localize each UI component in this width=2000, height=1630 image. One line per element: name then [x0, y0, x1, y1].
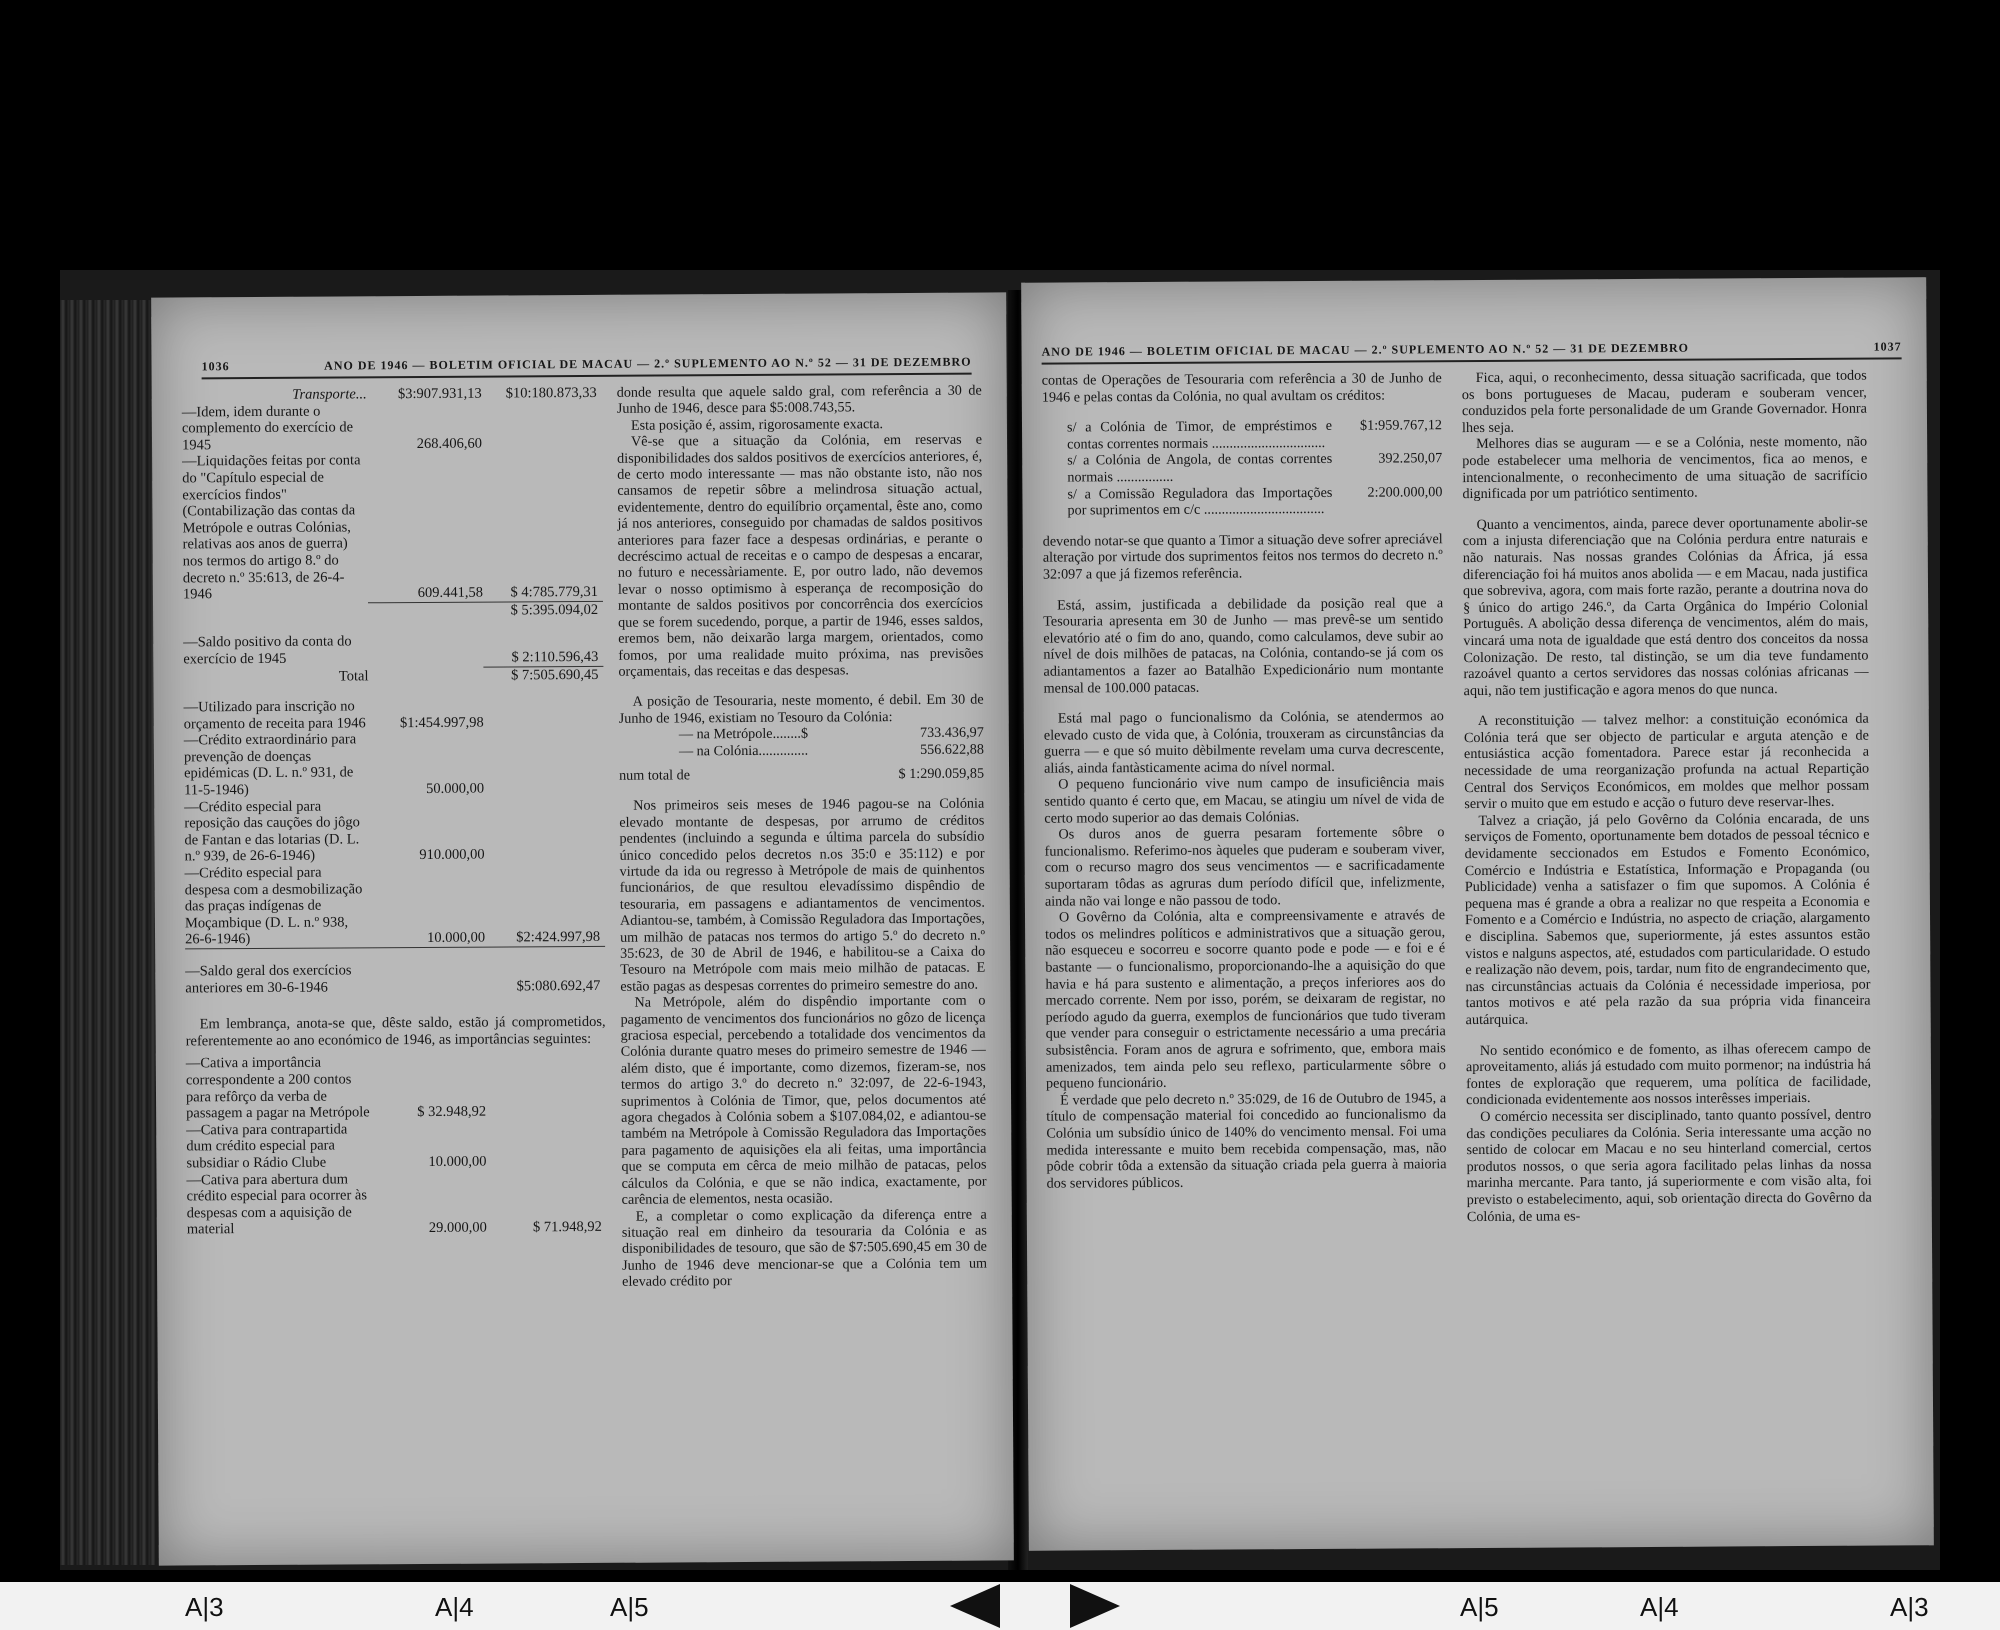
- paragraph: Melhores dias se auguram — e se a Colónia, neste momento, não pode estabelecer uma melhoria de vencimentos, fica ao menos, e intencionalmente, o reconhecimento de uma situação de sacrifício dignificada por um patriótico sentimento.: [1462, 433, 1868, 503]
- left-ledger-column: [182, 385, 607, 1238]
- paragraph: Está, assim, justificada a debilidade da posição real que a Tesouraria apresenta em 30 de Junho — mas prevê-se um sentido elevatório até o fim do ano, quando, como calculamos, deve subir ao nível de dois milhões de patacas, na Colónia, contando-se já com os adiantamentos a fazer ao Batalhão Expedicionário num montante mensal de 100.000 patacas.: [1043, 594, 1444, 697]
- right-column-1: [1042, 370, 1447, 1192]
- paragraph: A posição de Tesouraria, neste momento, é debil. Em 30 de Junho de 1946, existiam no Tesouro da Colónia:: [618, 691, 984, 727]
- ledger-row: Transporte... $3:907.931,13 $10:180.873,33: [292, 384, 597, 403]
- right-arrow-icon: [1070, 1584, 1120, 1628]
- ledger-row: —Idem, idem durante o complemento do exercício de 1945 268.406,60: [181, 403, 483, 454]
- treasury-total-row: num total de $ 1:290.059,85: [619, 765, 985, 784]
- left-page: [151, 292, 1014, 1565]
- film-mark: A|5: [610, 1592, 649, 1622]
- ledger-row: —Crédito especial para despesa com a desmobilização das praças indígenas de Moçambique (D. L. n.º 938, 26-6-1946) 10.000,00 $2:424.997,98: [184, 864, 601, 948]
- paragraph: Quanto a vencimentos, ainda, parece dever oportunamente abolir-se com a injusta diferenciação que na Colónia perdura entre naturais e não naturais. Nas nossas grandes Colónias da África, já essa diferenciação foi há muitos anos abolida — e em Macau, nada justifica que sobreviva, agora, com mais forte razão, perante a doutrina nova do § único do artigo 246.º, da Carta Orgânica do Império Colonial Português. A abolição dessa diferença de vencimentos, além do mais, vincará uma nota de igualdade que está dentro dos conceitos da nossa Colonização. De resto, tal distinção, se um dia teve fundamento razoável quanto a certos servidores das nossas colónias africanas — aqui, não tem justificação e agora menos do que nunca.: [1462, 514, 1869, 699]
- film-mark: A|4: [435, 1592, 474, 1622]
- ledger-row: —Cativa para abertura dum crédito especial para ocorrer às despesas com a aquisição de material 29.000,00 $ 71.948,92: [186, 1170, 602, 1238]
- right-head-title: ANO DE 1946 — BOLETIM OFICIAL DE MACAU — 2.º SUPLEMENTO AO N.º 52 — 31 DE DEZEMBRO: [1041, 340, 1690, 359]
- right-column-2: [1462, 368, 1872, 1226]
- film-mark: A|5: [1460, 1592, 1499, 1622]
- ledger-row: —Utilizado para inscrição no orçamento de receita para 1946 $1:454.997,98: [183, 698, 484, 733]
- paragraph: donde resulta que aquele saldo gral, com referência a 30 de Junho de 1946, desce para $5:008.743,55.: [616, 382, 982, 418]
- credit-row: s/ a Comissão Reguladora das Importações por suprimentos em c/c .................................. 2:200.000,00: [1067, 483, 1443, 519]
- left-prose-column: [617, 383, 988, 1291]
- paragraph: Vê-se que a situação da Colónia, em reservas e disponibilidades dos saldos positivos de exercícios anteriores, é, de certo modo interessante — mas não obstante isto, não nos cansamos de repetir sôbre a melindrosa situação actual, evidentemente, dentro do equilíbrio orçamental, êste ano, como já nos anteriores, conseguido por chamadas de saldos positivos anteriores para fazer face a despesas ordinárias, e perante o decréscimo actual de receitas e o campo de despesas a encarar, no futuro e necessàriamente. E, por outro lado, não devemos levar o nosso optimismo à esperança de recomposição do montante de saldos positivos por concorrência dos exercícios que se forem sucedendo, porque, a partir de 1946, esses saldos, eremos bem, não deixarão larga margem, orientados, como fomos, por uma realidade muito próxima, nas previsões orçamentais, das receitas e das despesas.: [617, 431, 984, 680]
- ledger-row: $ 5:395.094,02: [510, 601, 599, 619]
- paragraph: Talvez a criação, já pelo Govêrno da Colónia encarada, de uns serviços de Fomento, oportunamente bem dotados de pessoal técnico e devidamente seccionados em Estudos e Fomento Económico, Comércio e Indústria e Estatística, Informação e Propaganda (ou Publicidade) venha a satisfazer o fim que supomos. A Colónia é pequena mas é grande a obra a realizar no que respeita a Economia e Fomento e a Comércio e Indústria, no aspecto de criação, alargamento e disciplina. Sabemos que, superiormente, já estes assuntos estão vistos e nalguns aspectos, até, estudados com particularidade. O estudo e realização não devem, pois, tardar, num fito de engrandecimento que, nas circunstâncias actuais da Colónia é necessidade imperiosa, por tantos motivos e até pela razão da sua própria vida financeira autárquica.: [1464, 810, 1871, 1029]
- film-mark: A|3: [1890, 1592, 1929, 1622]
- treasury-row: — na Metrópole........$ 733.436,97: [678, 724, 984, 743]
- paragraph: No sentido económico e de fomento, as ilhas oferecem campo de aproveitamento, aliás já estudado com muito pormenor; na indústria há fontes de exploração que requerem, uma política de facilidade, condicionada evidentemente aos nossos interêsses imperiais.: [1465, 1040, 1872, 1109]
- paragraph: Nos primeiros seis meses de 1946 pagou-se na Colónia elevado montante de despesas, por arrumo de créditos pendentes (incluindo a segunda e última parcela do subsídio único concedido pelos decretos n.os 35:0 e 35:112) e por virtude da ida ou regresso à Metrópole de mais de quinhentos funcionários, de que resultou elevadíssimo dispêndio de tesouraria, em passagens e adiantamentos de vencimentos. Adiantou-se, também, à Comissão Reguladora das Importações, um milhão de patacas nos termos do artigo 5.º do decreto n.º 35:623, de 30 de Abril de 1946, e habilitou-se a Caixa do Tesouro na Metrópole com mais meio milhão de patacas. E estão pagas as despesas correntes do primeiro semestre do ano.: [619, 795, 986, 995]
- paragraph: É verdade que pelo decreto n.º 35:029, de 16 de Outubro de 1945, a título de compensação material foi concedido ao funcionalismo da Colónia um subsídio único de 140% do vencimento mensal. Foi uma medida interessante e muito bem recebida compensação, mas, não pôde cobrir tôda a extensão da situação criada pela guerra à maioria dos servidores públicos.: [1046, 1089, 1447, 1192]
- ledger-row: —Crédito extraordinário para prevenção de doenças epidémicas (D. L. n.º 931, de 11-5-1946) 50.000,00: [183, 731, 485, 799]
- paragraph: contas de Operações de Tesouraria com referência a 30 de Junho de 1946 e pelas contas da Colónia, no qual avultam os créditos:: [1041, 370, 1442, 406]
- paragraph: Os duros anos de guerra pesaram fortemente sôbre o funcionalismo. Referimo-nos àqueles que puderam e souberam viver, com o recurso magro dos seus vencimentos — e sacrificadamente suportaram tôdas as agruras dum período difícil que, infelizmente, ainda não vai longe e não passou de todo.: [1044, 824, 1445, 910]
- left-head-title: ANO DE 1946 — BOLETIM OFICIAL DE MACAU — 2.º SUPLEMENTO AO N.º 52 — 31 DE DEZEMBRO: [324, 354, 972, 373]
- film-mark: A|4: [1640, 1592, 1679, 1622]
- paragraph: O pequeno funcionário vive num campo de insuficiência mais sentido quanto é certo que, em Macau, se atingiu um nível de vida de certo modo superior ao das demais Colónias.: [1044, 774, 1445, 827]
- film-mark: A|3: [185, 1592, 224, 1622]
- left-running-head: [202, 355, 972, 380]
- paragraph: A reconstituição — talvez melhor: a constituição económica da Colónia terá que ser objecto de particular e arguta atenção e de entusiástica acção fomentadora. Parece estar já reconhecida a necessidade de uma reorganização profunda na actual Repartição Central dos Serviços Económicos, em moldes que melhor possam servir o muito que em estudo e acção o futuro deve reservar-lhes.: [1463, 710, 1870, 813]
- credit-row: s/ a Colónia de Angola, de contas correntes normais ................ 392.250,07: [1067, 450, 1443, 486]
- paragraph: Fica, aqui, o reconhecimento, dessa situação sacrificada, que todos os bons portugueses de Macau, puderam e souberam vencer, conduzidos pela forte personalidade de um Grande Governador. Honra lhes seja.: [1461, 367, 1867, 436]
- ledger-row: —Liquidações feitas por conta do "Capítulo especial de exercícios findos" (Contabilização das contas da Metrópole e outras Colónias, relativas aos anos de guerra) nos termos do artigo 8.º do decreto n.º 35:613, de 26-4-1946 609.441,58 $ 4:785.779,31: [182, 452, 598, 603]
- paragraph: Esta posição é, assim, rigorosamente exacta.: [630, 415, 884, 434]
- film-strip: [0, 1582, 2000, 1630]
- ledger-row: —Saldo geral dos exercícios anteriores em 30-6-1946 $5:080.692,47: [185, 962, 601, 997]
- paragraph: O comércio necessita ser disciplinado, tanto quanto possível, dentro das condições peculiares da Colónia. Seria interessante uma acção no sentido de colocar em Macau e no seu hinterland comercial, certos produtos nossos, o que seria agora facilitado pelas linhas da nossa marinha mercante. Para tanto, já superiormente e com visão alta, foi previsto o estabelecimento, aqui, sob orientação directa do Govêrno da Colónia, de uma es-: [1466, 1106, 1872, 1225]
- ledger-row: —Saldo positivo da conta do exercício de 1945 $ 2:110.596,43: [183, 633, 599, 668]
- right-running-head: [1042, 339, 1902, 364]
- left-page-number: 1036: [201, 359, 230, 374]
- ledger-row: —Cativa a importância correspondente a 200 contos para refôrço da verba de passagem a pagar na Metrópole $ 32.948,92: [185, 1054, 487, 1122]
- paragraph: devendo notar-se que quanto a Timor a situação deve sofrer apreciável alteração por virtude dos suprimentos feitos nos termos do decreto n.º 32:097 a que já fizemos referência.: [1042, 530, 1443, 583]
- ledger-row: —Cativa para contrapartida dum crédito especial para subsidiar o Rádio Clube 10.000,00: [186, 1121, 487, 1172]
- paragraph: O Govêrno da Colónia, alta e compreensivamente e através de todos os melindres políticos e administrativos que a situação gerou, não esqueceu e socorreu e socorre quanto pode e pode — e foi e é bastante — o funcionalismo, proporcionando-lhe a aquisição do que havia e há para sustento e alimentação, a preços inferiores aos do mercado corrente. Nem por isso, porém, se deixaram de registar, no período agudo da guerra, exemplos de funcionários que tudo tiveram que vender para conseguir o estrictamente necessário a uma precária subsistência. Foram anos de agrura e sofrimento, que, embora mais amenizados, tem ainda pelo seu reflexo, particularmente sôbre o pequeno funcionário.: [1045, 907, 1446, 1092]
- right-page: [1021, 277, 1934, 1551]
- lembranca-paragraph: Em lembrança, anota-se que, dêste saldo, estão já comprometidos, referentemente ao ano económico de 1946, as importâncias seguintes:: [185, 1014, 606, 1050]
- paragraph: Na Metrópole, além do dispêndio importante com o pagamento de vencimentos dos funcionários no gôzo de licença graciosa especial, percebendo a totalidade dos vencimentos da Colónia durante quatro meses do primeiro semestre de 1946 — além disto, que é importante, como dizemos, fizeram-se, nos termos do artigo 3.º do decreto n.º 32:097, de 22-6-1943, suprimentos à Colónia de Timor, que, pelos documentos até agora chegados à Colónia sobem a $107.084,02, e adiantou-se também na Metrópole à Comissão Reguladora das Importações para pagamento de aquisições ela ali feitas, uma importância que se computa em cêrca de meio milhão de patacas, pelos cálculos da Colónia, e que se não indica, exactamente, por carência de elementos, nesta ocasião.: [620, 992, 987, 1208]
- left-arrow-icon: [950, 1584, 1000, 1628]
- treasury-row: — na Colónia.............. 556.622,88: [678, 741, 984, 759]
- ledger-row: Total $ 7:505.690,45: [338, 666, 599, 684]
- right-page-number: 1037: [1873, 339, 1902, 354]
- credit-row: s/ a Colónia de Timor, de empréstimos e contas correntes normais ................................ $1:959.767,12: [1066, 417, 1443, 453]
- paragraph: E, a completar o como explicação da diferença entre a situação real em dinheiro da tesouraria da Colónia e as disponibilidades de tesouro, que são de $7:505.690,45 em 30 de Junho de 1946 deve mencionar-se que a Colónia tem um elevado crédito por: [621, 1206, 988, 1290]
- page-edges: [60, 300, 155, 1565]
- ledger-row: —Crédito especial para reposição das cauções do jôgo de Fantan e das lotarias (D. L. n.º 939, de 26-6-1946) 910.000,00: [184, 798, 485, 865]
- paragraph: Está mal pago o funcionalismo da Colónia, se atendermos ao elevado custo de vida que, à Colónia, trouxeram as circunstâncias da guerra — e que só muito dèbilmente revelam uma curva decrescente, aliás, ainda fantàsticamente acima do nível normal.: [1043, 708, 1445, 777]
